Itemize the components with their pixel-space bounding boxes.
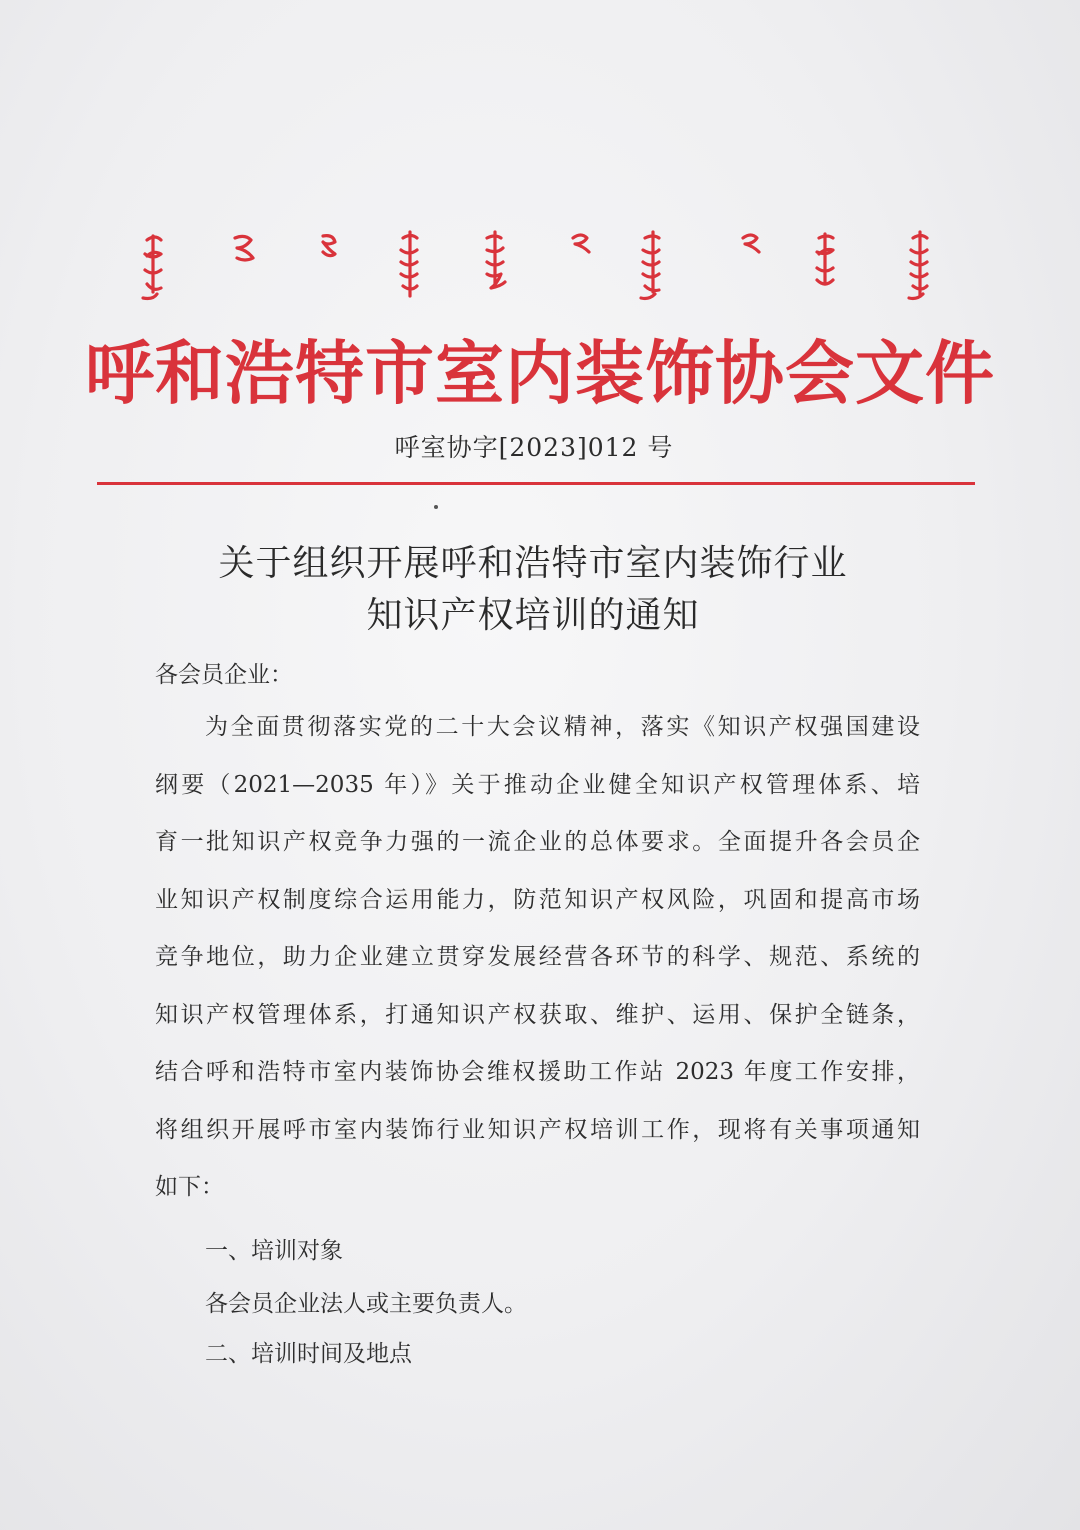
section-1-text: 各会员企业法人或主要负责人。: [205, 1291, 527, 1317]
paper-speck: [434, 505, 438, 509]
body-line: 结合呼和浩特市室内装饰协会维权援助工作站 2023 年度工作安排，: [155, 1059, 920, 1085]
body-line: 为全面贯彻落实党的二十大会议精神，落实《知识产权强国建设: [205, 714, 920, 740]
body-line: 育一批知识产权竞争力强的一流企业的总体要求。全面提升各会员企: [155, 829, 920, 855]
body-line: 如下：: [155, 1174, 224, 1200]
mongolian-script-logo: [135, 228, 945, 308]
section-2-heading: 二、培训时间及地点: [205, 1341, 412, 1367]
document-number: 呼室协字[2023]012 号: [394, 433, 674, 462]
salutation: 各会员企业：: [155, 662, 293, 688]
notice-title-line-1: 关于组织开展呼和浩特市室内装饰行业: [218, 543, 848, 584]
body-line: 竞争地位，助力企业建立贯穿发展经营各环节的科学、规范、系统的: [155, 944, 920, 970]
notice-title: [0, 538, 1066, 642]
notice-title-line-2: 知识产权培训的通知: [366, 595, 700, 636]
org-title: 呼和浩特市室内装饰协会文件: [85, 333, 995, 414]
body-paragraph: [155, 706, 920, 1224]
body-line: 将组织开展呼市室内装饰行业知识产权培训工作，现将有关事项通知: [155, 1116, 920, 1143]
body-line: 业知识产权制度综合运用能力，防范知识产权风险，巩固和提高市场: [155, 886, 920, 913]
section-1-heading: 一、培训对象: [205, 1238, 343, 1264]
body-line: 知识产权管理体系，打通知识产权获取、维护、运用、保护全链条，: [155, 1001, 920, 1028]
body-line: 纲要（2021—2035 年）》关于推动企业健全知识产权管理体系、培: [155, 771, 920, 798]
mongolian-script-header: [135, 228, 945, 308]
red-divider: [97, 482, 975, 485]
